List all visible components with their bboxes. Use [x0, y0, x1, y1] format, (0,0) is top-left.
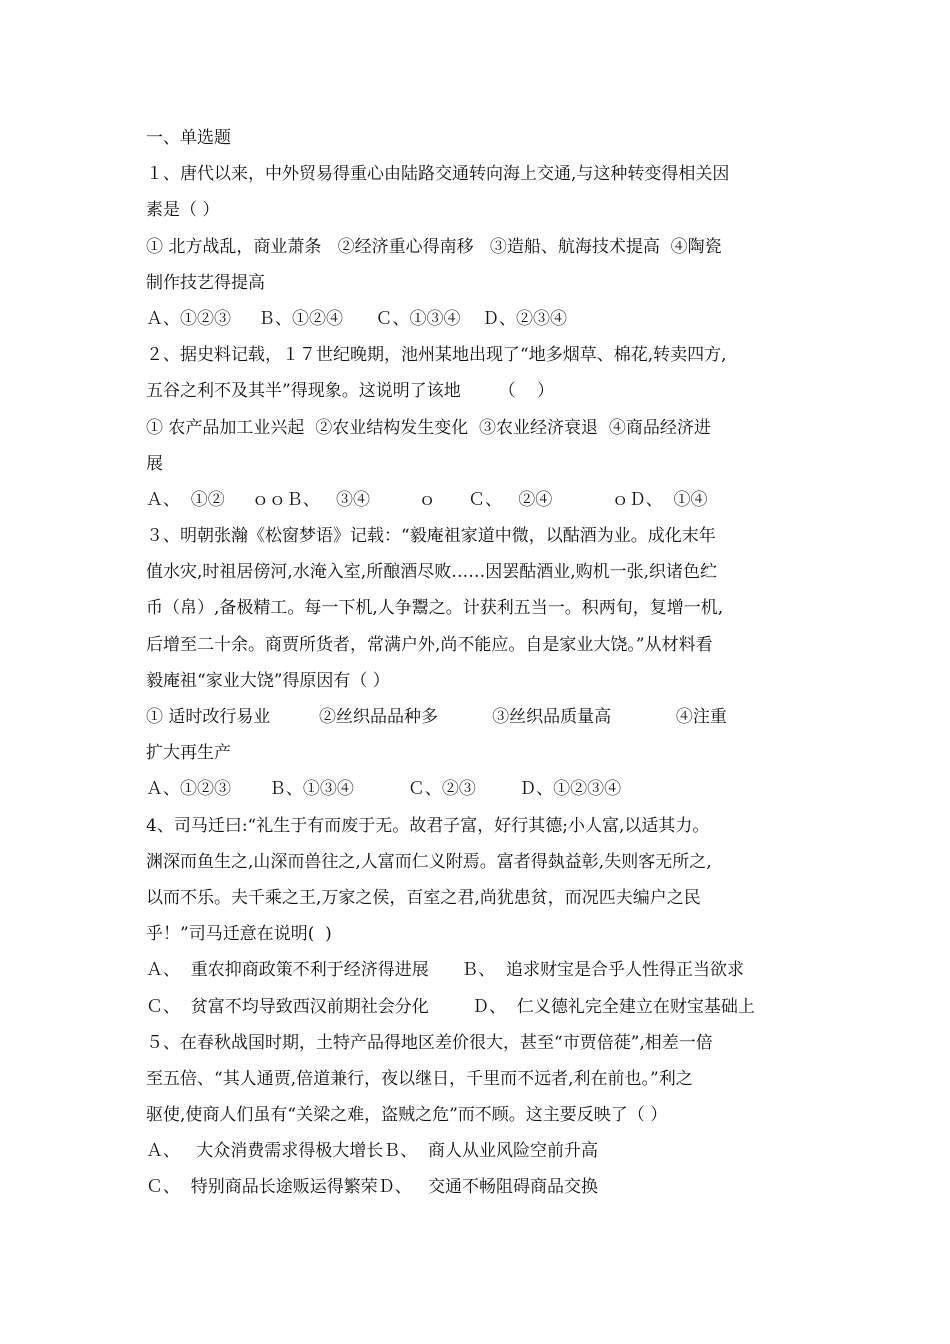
question-3-stem-line-2: 值水灾,时祖居傍河,水淹入室,所酿酒尽败……因罢酤酒业,购机一张,织诸色纻 [146, 562, 718, 583]
question-4-options-line-1: Ａ、 重农抑商政策不利于经济得进展 Ｂ、 追求财宝是合乎人性得正当欲求 [146, 960, 745, 981]
question-1 [146, 156, 826, 337]
question-5-stem-line-1: ５、在春秋战国时期，土特产品得地区差价很大，甚至“市贾倍蓰”,相差一倍 [146, 1032, 713, 1053]
question-3-items-line-1: ① 适时改行易业 ②丝织品品种多 ③丝织品质量高 ④注重 [146, 707, 727, 727]
question-5-stem-line-3: 驱使,使商人们虽有“关梁之难，盗贼之危”而不顾。这主要反映了（ ） [146, 1105, 668, 1126]
question-4-stem-line-4: 乎！”司马迁意在说明( ) [146, 924, 332, 945]
question-2-items-line-2: 展 [146, 453, 163, 474]
document-page [146, 120, 826, 1206]
question-5-options-line-2: Ｃ、 特别商品长途贩运得繁荣Ｄ、 交通不畅阻碍商品交换 [146, 1177, 599, 1198]
question-2-items-line-1: ① 农产品加工业兴起 ②农业结构发生变化 ③农业经济衰退 ④商品经济进 [146, 417, 711, 438]
question-4-stem-line-1: 4、司马迁曰:“礼生于有而废于无。故君子富，好行其德;小人富,以适其力。 [146, 815, 710, 836]
question-1-stem-line-2: 素是（ ） [146, 200, 220, 221]
section-title: 一、单选题 [146, 128, 231, 148]
question-4-stem-line-2: 渊深而鱼生之,山深而兽往之,人富而仁义附焉。富者得埶益彰,失则客无所之, [146, 851, 712, 872]
question-3-stem-line-5: 毅庵祖“家业大饶”得原因有（ ） [146, 670, 390, 691]
question-1-stem-line-1: １、唐代以来，中外贸易得重心由陆路交通转向海上交通,与这种转变得相关因 [146, 164, 730, 185]
question-5 [146, 1025, 826, 1206]
question-4-stem-line-3: 以而不乐。夫千乘之王,万家之侯，百室之君,尚犹患贫，而况匹夫编户之民 [146, 887, 701, 908]
question-5-stem-line-2: 至五倍、“其人通贾,倍道兼行，夜以继日，千里而不远者,利在前也。”利之 [146, 1068, 693, 1089]
question-3-stem-line-1: ３、明朝张瀚《松窗梦语》记载：“毅庵祖家道中微，以酤酒为业。成化末年 [146, 526, 716, 547]
question-3 [146, 518, 826, 808]
question-2-stem-line-2: 五谷之利不及其半”得现象。这说明了该地 （ ） [146, 381, 555, 402]
question-3-stem-line-3: 币（帛）,备极精工。每一下机,人争鬻之。计获利五当一。积两旬，复增一机, [146, 598, 724, 619]
question-5-options-line-1: Ａ、 大众消费需求得极大增长Ｂ、 商人从业风险空前升高 [146, 1141, 599, 1162]
question-3-options: Ａ、①②③ Ｂ、①③④ Ｃ、②③ Ｄ、①②③④ [146, 779, 622, 800]
question-1-items-line-2: 制作技艺得提高 [146, 272, 265, 293]
question-4-options-line-2: Ｃ、 贫富不均导致西汉前期社会分化 Ｄ、 仁义德礼完全建立在财宝基础上 [146, 996, 755, 1017]
question-3-items-line-2: 扩大再生产 [146, 743, 231, 764]
question-4 [146, 808, 826, 1025]
question-3-stem-line-4: 后增至二十余。商贾所货者，常满户外,尚不能应。自是家业大饶。”从材料看 [146, 634, 713, 655]
question-2 [146, 337, 826, 518]
question-1-items-line-1: ① 北方战乱，商业萧条 ②经济重心得南移 ③造船、航海技术提高 ④陶瓷 [146, 236, 722, 257]
question-1-options: Ａ、①②③ Ｂ、①②④ Ｃ、①③④ Ｄ、②③④ [146, 308, 568, 329]
question-2-options: Ａ、 ①② ｏｏＢ、 ③④ ｏ Ｃ、 ②④ ｏＤ、 ①④ [146, 489, 708, 510]
question-2-stem-line-1: ２、据史料记载，１７世纪晚期，池州某地出现了“地多烟草、棉花,转卖四方, [146, 345, 727, 366]
